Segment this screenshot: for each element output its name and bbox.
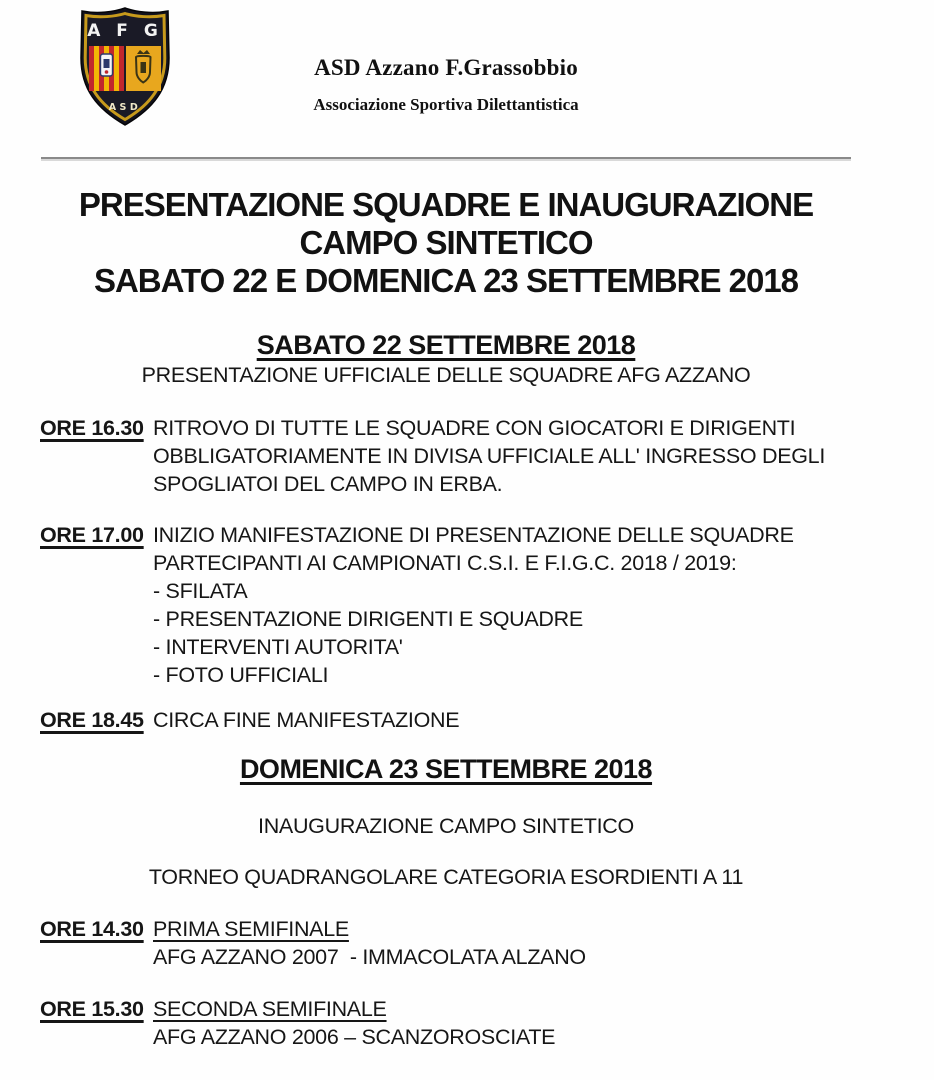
- event-title-line-1: PRESENTAZIONE SQUADRE E INAUGURAZIONE: [78, 186, 814, 223]
- sunday-heading: [40, 754, 852, 785]
- schedule-line: INIZIO MANIFESTAZIONE DI PRESENTAZIONE DELLE SQUADRE: [153, 523, 794, 547]
- bullet-item: - SFILATA: [153, 579, 248, 603]
- schedule-item-1700: [40, 521, 852, 689]
- match-teams: AFG AZZANO 2006 – SCANZOROSCIATE: [153, 1025, 556, 1049]
- schedule-time: ORE 17.00: [40, 523, 144, 547]
- match-label: PRIMA SEMIFINALE: [153, 917, 349, 941]
- club-subtitle: Associazione Sportiva Dilettantistica: [313, 95, 579, 114]
- schedule-line: OBBLIGATORIAMENTE IN DIVISA UFFICIALE ALL' INGRESSO DEGLI: [153, 444, 826, 468]
- schedule-time: ORE 16.30: [40, 416, 144, 440]
- match-label: SECONDA SEMIFINALE: [153, 997, 387, 1021]
- match-time: ORE 14.30: [40, 917, 144, 941]
- saturday-subheading: PRESENTAZIONE UFFICIALE DELLE SQUADRE AFG AZZANO: [141, 363, 751, 387]
- tournament-title: TORNEO QUADRANGOLARE CATEGORIA ESORDIENTI A 11: [148, 865, 744, 889]
- saturday-heading: [40, 330, 852, 361]
- event-title-line-2: CAMPO SINTETICO: [299, 224, 593, 261]
- bullet-item: - INTERVENTI AUTORITA': [153, 635, 403, 659]
- club-name: ASD Azzano F.Grassobbio: [314, 55, 578, 80]
- sunday-heading-text: DOMENICA 23 SETTEMBRE 2018: [239, 754, 653, 784]
- logo-initials: A F G: [87, 21, 163, 41]
- schedule-line: RITROVO DI TUTTE LE SQUADRE CON GIOCATORI E DIRIGENTI: [153, 416, 796, 440]
- event-title: [40, 186, 852, 300]
- event-title-line-3: SABATO 22 E DOMENICA 23 SETTEMBRE 2018: [93, 262, 799, 299]
- bullet-item: - PRESENTAZIONE DIRIGENTI E SQUADRE: [153, 607, 583, 631]
- match-teams: AFG AZZANO 2007 - IMMACOLATA ALZANO: [153, 945, 586, 969]
- match-item-1430: [40, 915, 852, 971]
- schedule-item-1630: [40, 414, 852, 498]
- logo-bottom-label: ASD: [108, 102, 142, 113]
- schedule-line: PARTECIPANTI AI CAMPIONATI C.S.I. E F.I.G.C. 2018 / 2019:: [153, 551, 737, 575]
- sunday-subheading: INAUGURAZIONE CAMPO SINTETICO: [258, 814, 634, 838]
- match-item-1530: [40, 995, 852, 1051]
- schedule-item-1845: [40, 706, 852, 734]
- saturday-heading-text: SABATO 22 SETTEMBRE 2018: [256, 330, 636, 360]
- schedule-line: SPOGLIATOI DEL CAMPO IN ERBA.: [153, 472, 503, 496]
- header-divider: [41, 157, 851, 159]
- bullet-item: - FOTO UFFICIALI: [153, 663, 329, 687]
- schedule-line: CIRCA FINE MANIFESTAZIONE: [153, 708, 460, 732]
- match-time: ORE 15.30: [40, 997, 144, 1021]
- schedule-time: ORE 18.45: [40, 708, 144, 732]
